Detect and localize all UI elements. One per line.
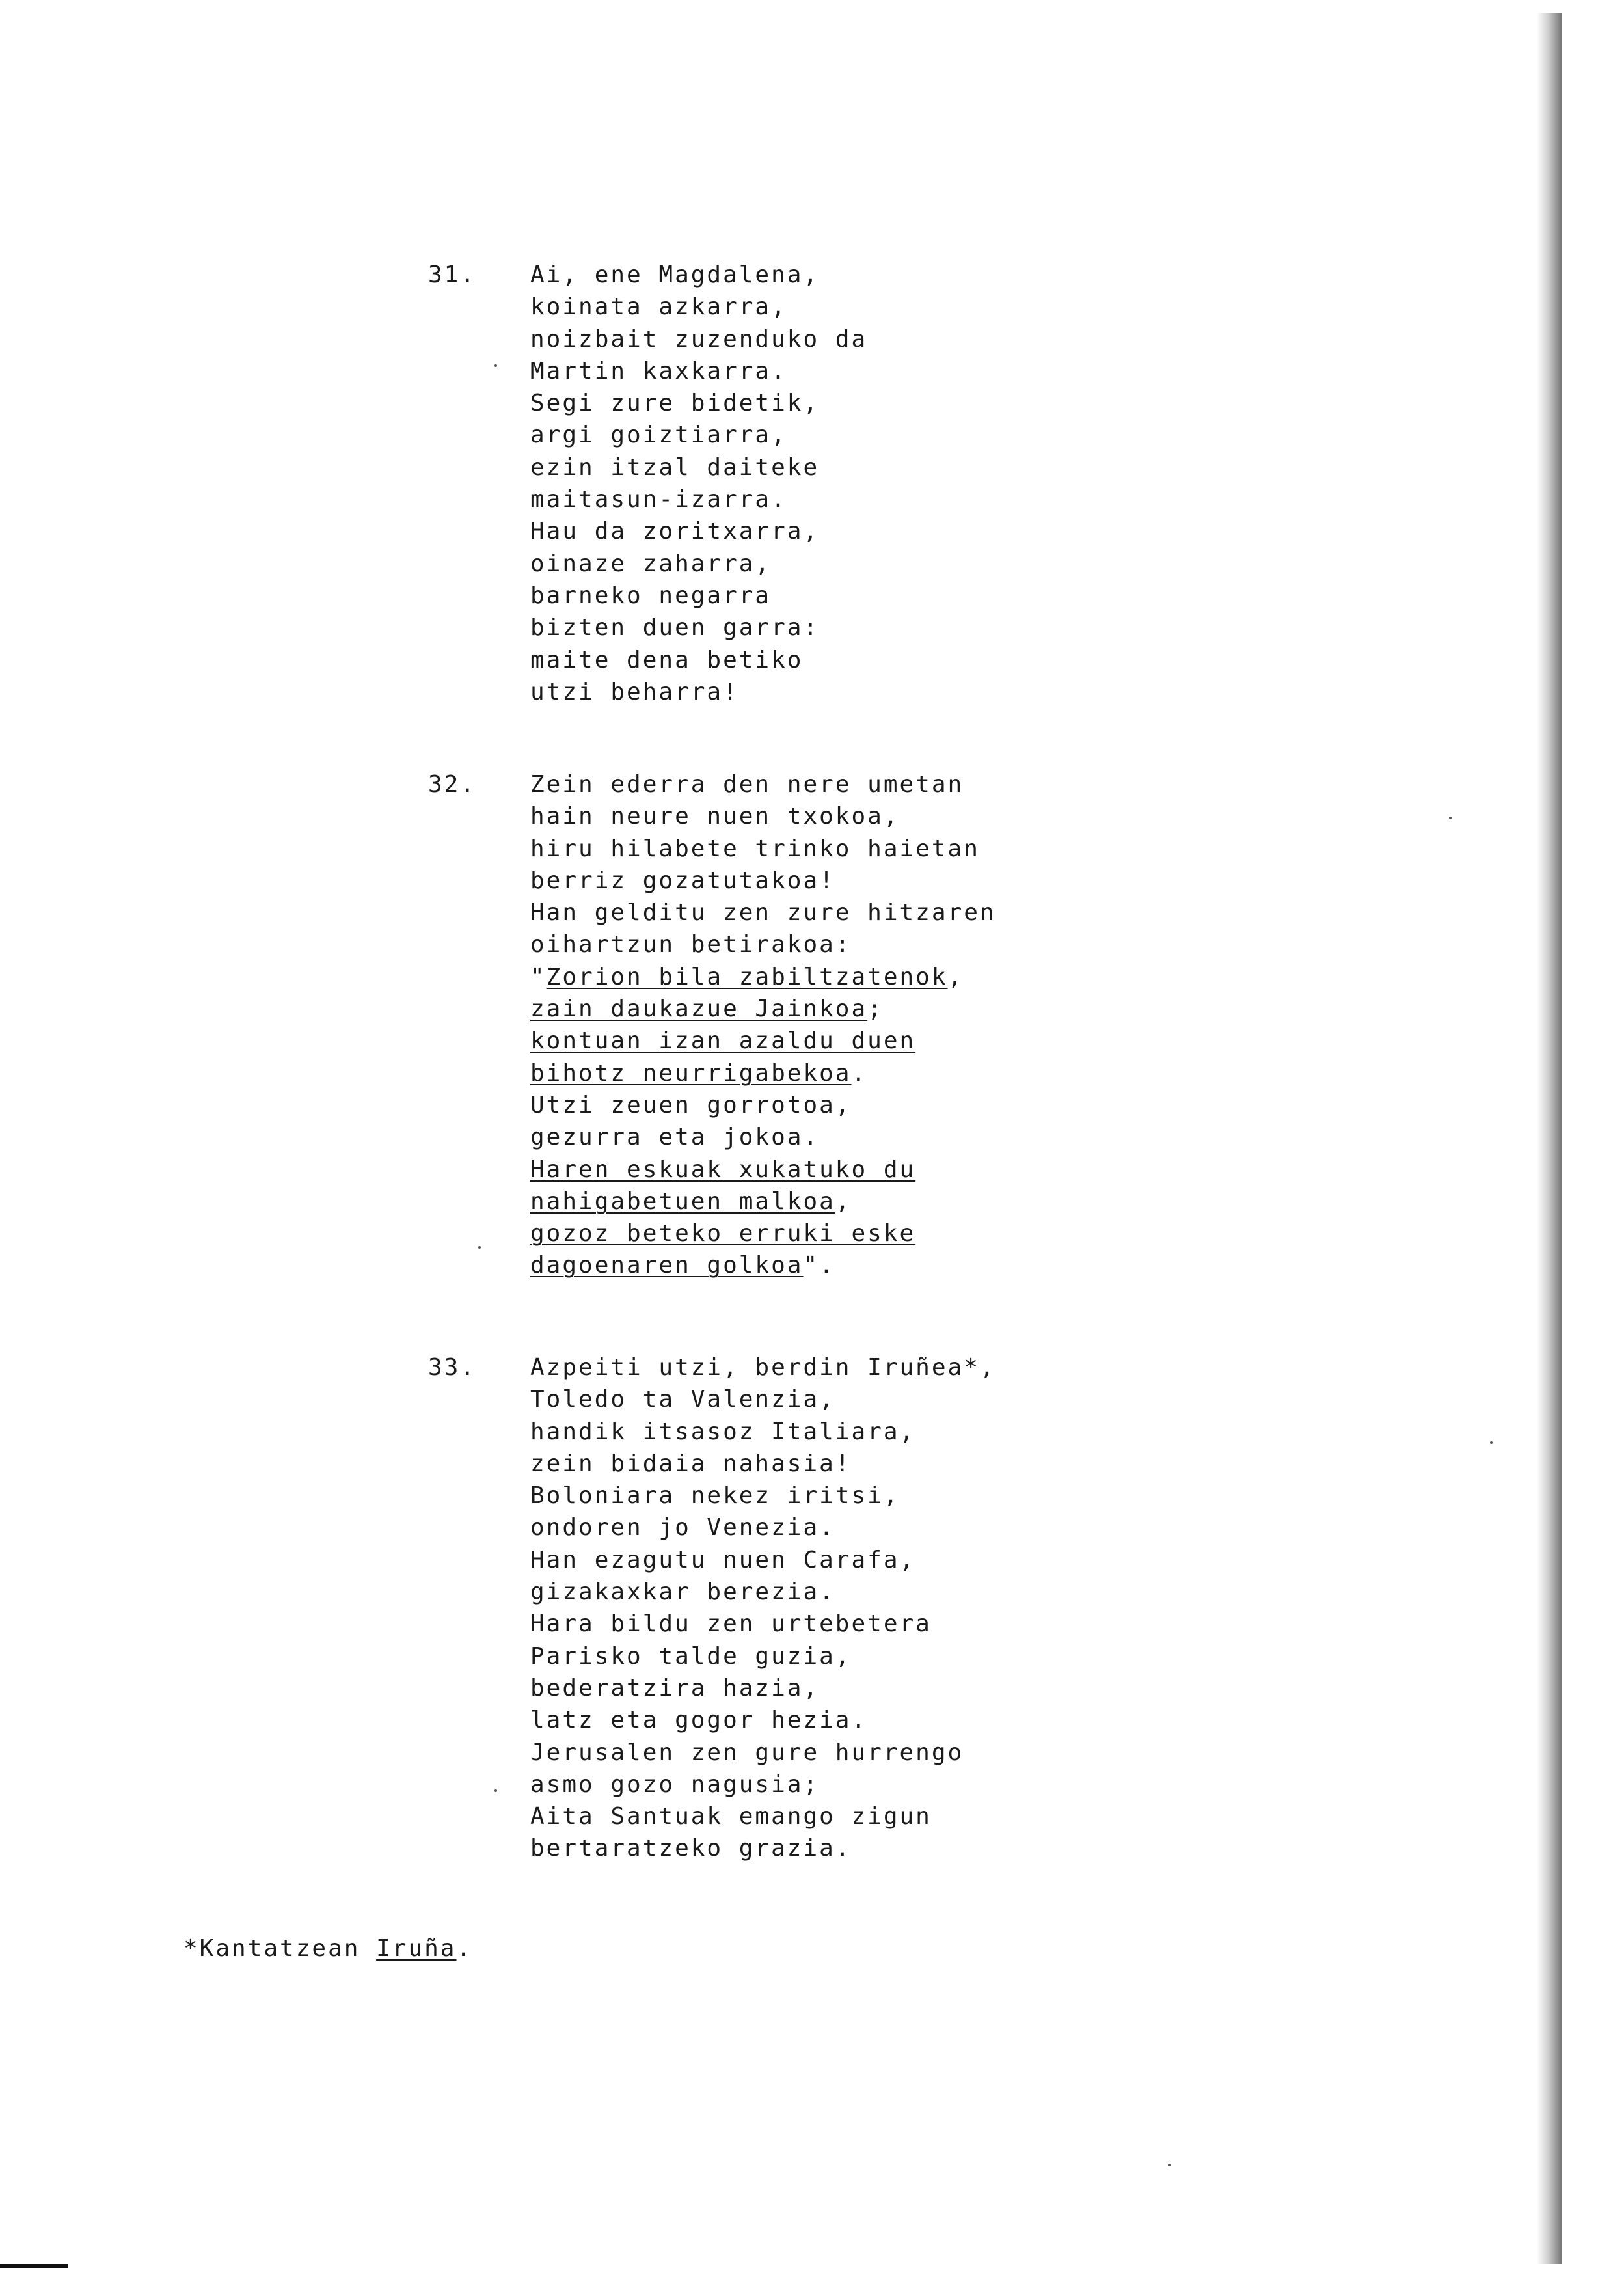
verse-text: hain neure nuen txokoa,	[530, 803, 900, 830]
underlined-text: Zorion bila zabiltzatenok	[546, 963, 948, 990]
verse-line	[530, 452, 867, 483]
verse-text: ondoren jo Venezia.	[530, 1514, 835, 1542]
stanza-number: 32.	[428, 771, 477, 798]
stanza-number: 33.	[428, 1354, 477, 1381]
verse-text: maitasun-izarra.	[530, 486, 787, 513]
verse-line	[530, 1769, 996, 1800]
verse-text: Azpeiti utzi, berdin Iruñea*,	[530, 1354, 996, 1381]
verse-text: handik itsasoz Italiara,	[530, 1418, 916, 1445]
verse-line	[530, 1089, 996, 1121]
verse-text: bederatzira hazia,	[530, 1674, 820, 1702]
scan-margin	[1562, 13, 1624, 2264]
verse-line	[530, 1217, 996, 1249]
verse-text: Hara bildu zen urtebetera	[530, 1610, 932, 1638]
verse-text: argi goiztiarra,	[530, 422, 787, 449]
verse-text: koinata azkarra,	[530, 293, 787, 321]
verse-text: Martin kaxkarra.	[530, 357, 787, 385]
verse-text: ,	[947, 963, 964, 990]
underlined-text: bihotz neurrigabekoa	[530, 1059, 852, 1087]
verse-line	[530, 355, 867, 387]
verse-text: Boloniara nekez iritsi,	[530, 1482, 900, 1510]
verse-line	[530, 961, 996, 993]
verse-line	[530, 676, 867, 708]
verse-line	[530, 291, 867, 323]
scan-speck	[494, 1789, 497, 1792]
scan-speck	[1168, 2164, 1171, 2166]
verse-text: hiru hilabete trinko haietan	[530, 835, 980, 862]
verse-line	[530, 580, 867, 612]
verse-text: ".	[803, 1252, 835, 1279]
verse-text: maite dena betiko	[530, 646, 804, 673]
verse-line	[530, 419, 867, 451]
verse-line	[530, 993, 996, 1025]
verse-line	[530, 1186, 996, 1217]
verse-text: Jerusalen zen gure hurrengo	[530, 1739, 964, 1766]
verse-text: Toledo ta Valenzia,	[530, 1386, 835, 1413]
underlined-text: zain daukazue Jainkoa	[530, 996, 868, 1023]
stanza-lines	[530, 1352, 996, 1865]
verse-line	[530, 515, 867, 547]
verse-line	[530, 1416, 996, 1448]
verse-line	[530, 387, 867, 419]
verse-text: .	[851, 1059, 868, 1087]
verse-line	[530, 897, 996, 929]
verse-line	[530, 323, 867, 355]
verse-line	[530, 833, 996, 865]
underlined-text: kontuan izan azaldu duen	[530, 1027, 916, 1055]
scan-speck	[1449, 817, 1452, 819]
verse-text: Parisko talde guzia,	[530, 1642, 852, 1670]
verse-line	[530, 800, 996, 832]
verse-text: bizten duen garra:	[530, 614, 820, 642]
verse-line	[530, 1383, 996, 1415]
verse-text: "	[530, 963, 547, 990]
verse-line	[530, 1480, 996, 1512]
verse-line	[530, 259, 867, 291]
verse-text: Aita Santuak emango zigun	[530, 1803, 932, 1830]
verse-text: berriz gozatutakoa!	[530, 867, 835, 894]
verse-text: Segi zure bidetik,	[530, 390, 820, 417]
underlined-text: gozoz beteko erruki eske	[530, 1220, 916, 1247]
verse-line	[530, 865, 996, 897]
verse-text: gizakaxkar berezia.	[530, 1579, 835, 1606]
verse-text: oihartzun betirakoa:	[530, 931, 852, 958]
verse-text: bertaratzeko grazia.	[530, 1835, 852, 1862]
verse-line	[530, 612, 867, 644]
verse-line	[530, 483, 867, 515]
verse-line	[530, 1608, 996, 1640]
verse-line	[530, 1704, 996, 1736]
footnote-text: *Kantatzean	[183, 1935, 377, 1962]
scan-edge-mark	[0, 2264, 68, 2268]
footnote	[183, 1933, 472, 1964]
verse-text: oinaze zaharra,	[530, 550, 772, 577]
verse-text: Han ezagutu nuen Carafa,	[530, 1546, 916, 1573]
verse-text: asmo gozo nagusia;	[530, 1771, 820, 1798]
stanza-number: 31.	[428, 262, 477, 288]
verse-text: utzi beharra!	[530, 678, 739, 705]
underlined-text: Haren eskuak xukatuko du	[530, 1156, 916, 1183]
underlined-text: nahigabetuen malkoa	[530, 1188, 835, 1215]
verse-line	[530, 1121, 996, 1153]
scan-speck	[1490, 1441, 1493, 1444]
verse-line	[530, 1544, 996, 1576]
verse-text: Hau da zoritxarra,	[530, 518, 820, 545]
verse-line	[530, 1832, 996, 1864]
verse-line	[530, 768, 996, 800]
verse-text: Zein ederra den nere umetan	[530, 771, 964, 798]
verse-line	[530, 1057, 996, 1089]
footnote-underlined-word: Iruña	[376, 1935, 457, 1962]
verse-line	[530, 548, 867, 580]
scan-speck	[494, 364, 497, 367]
verse-line	[530, 1512, 996, 1543]
stanza-lines	[530, 259, 867, 708]
verse-text: noizbait zuzenduko da	[530, 325, 868, 353]
verse-text: ezin itzal daiteke	[530, 454, 820, 481]
verse-line	[530, 1025, 996, 1057]
underlined-text: dagoenaren golkoa	[530, 1252, 804, 1279]
verse-text: zein bidaia nahasia!	[530, 1450, 852, 1477]
verse-text: Han gelditu zen zure hitzaren	[530, 899, 996, 927]
verse-line	[530, 1576, 996, 1608]
verse-line	[530, 929, 996, 960]
verse-line	[530, 1640, 996, 1672]
verse-line	[530, 1737, 996, 1769]
stanza-lines	[530, 768, 996, 1282]
footnote-punctuation: .	[456, 1935, 473, 1962]
verse-text: ;	[867, 996, 884, 1023]
verse-text: latz eta gogor hezia.	[530, 1707, 868, 1734]
verse-line	[530, 1249, 996, 1281]
verse-text: gezurra eta jokoa.	[530, 1124, 820, 1151]
verse-line	[530, 1672, 996, 1704]
verse-line	[530, 1352, 996, 1383]
verse-text: Ai, ene Magdalena,	[530, 262, 820, 288]
verse-text: barneko negarra	[530, 582, 772, 609]
verse-text: ,	[835, 1188, 852, 1215]
verse-line	[530, 644, 867, 676]
verse-line	[530, 1448, 996, 1480]
verse-text: Utzi zeuen gorrotoa,	[530, 1091, 852, 1119]
verse-line	[530, 1154, 996, 1186]
verse-line	[530, 1800, 996, 1832]
scan-speck	[478, 1246, 481, 1249]
